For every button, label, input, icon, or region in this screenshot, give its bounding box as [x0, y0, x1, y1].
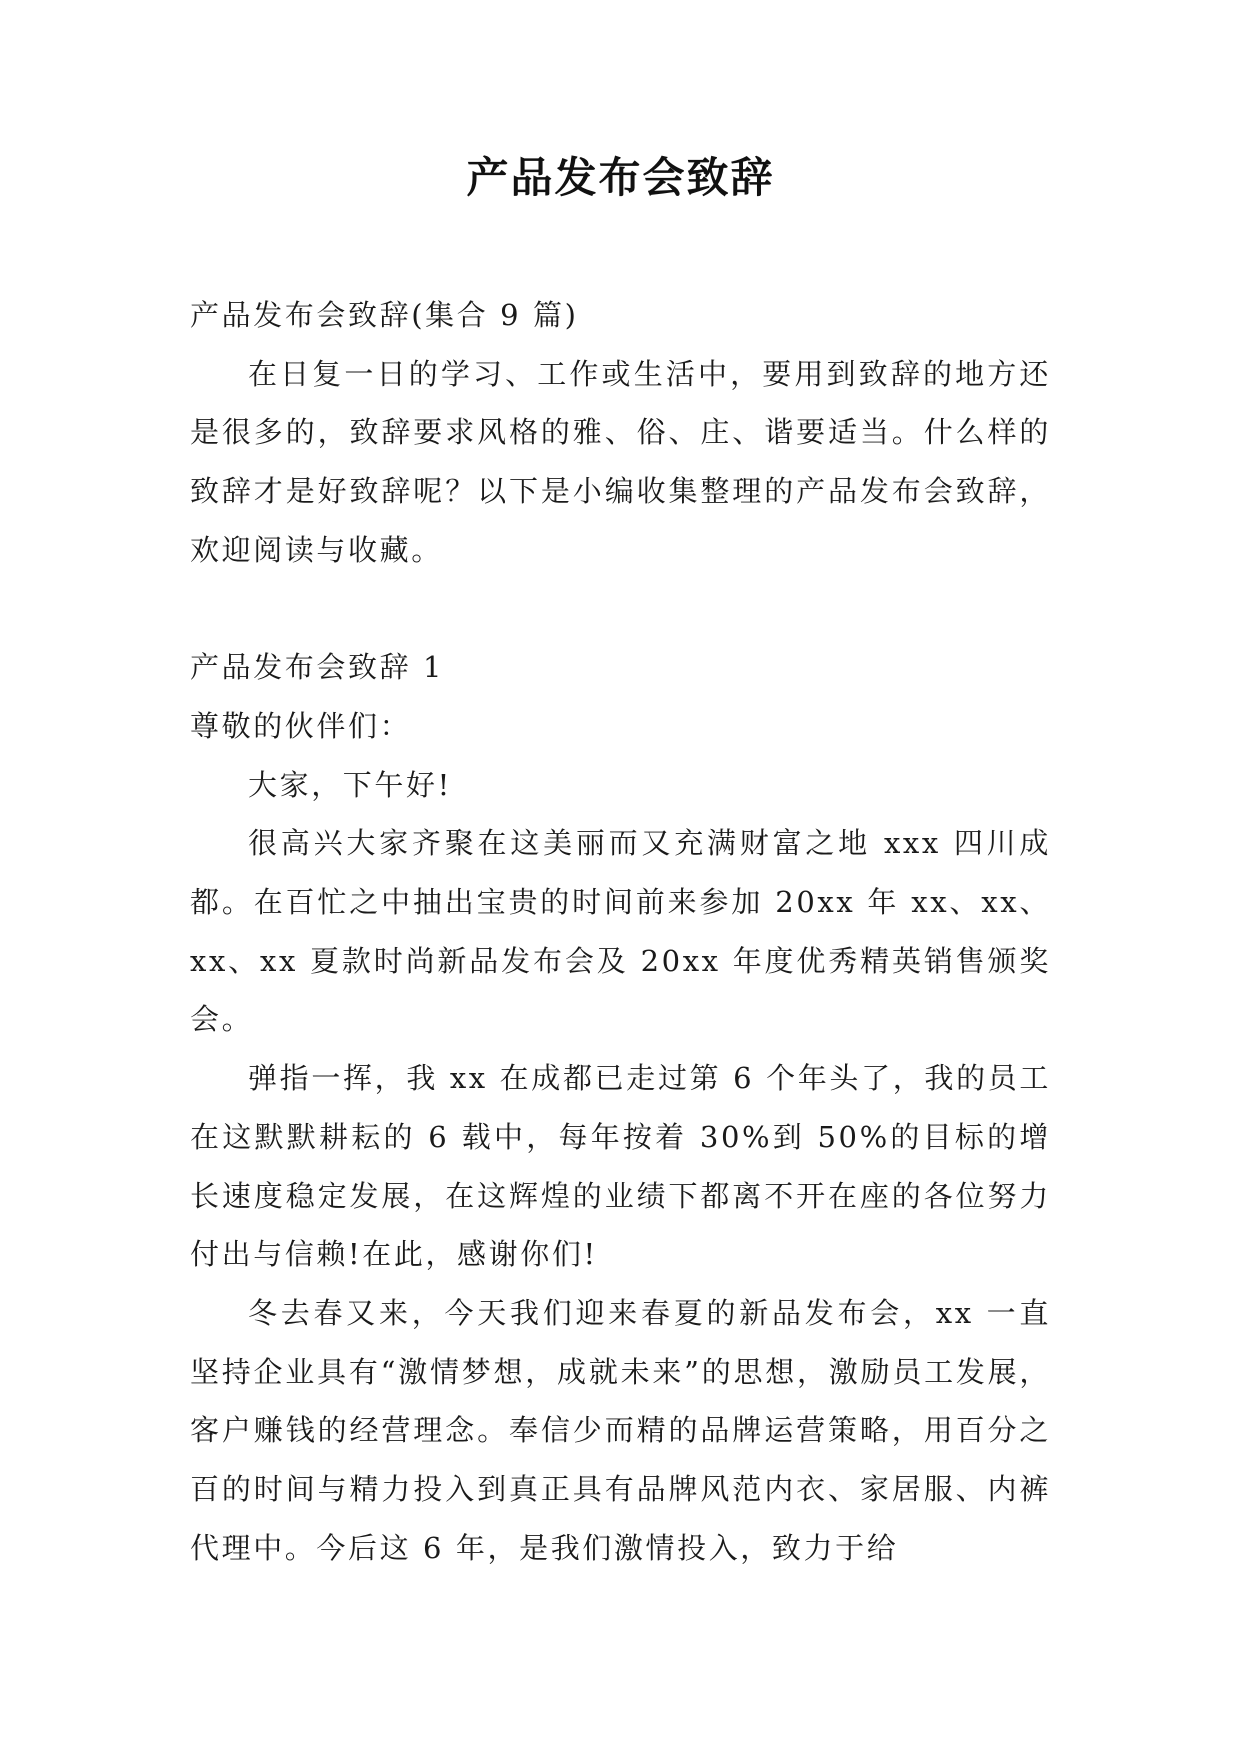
greeting: 大家，下午好!: [248, 767, 452, 802]
document-body: [190, 286, 1051, 1577]
paragraph-gap: [190, 580, 1051, 639]
salutation: 尊敬的伙伴们：: [190, 708, 412, 743]
body-paragraph: 弹指一挥，我 xx 在成都已走过第 6 个年头了，我的员工在这默默耕耘的 6 载中，每年按着 30%到 50%的目标的增长速度稳定发展，在这辉煌的业绩下都离不开在座的各位努力付出与信赖!在此，感谢你们!: [190, 1061, 1051, 1272]
document-title: 产品发布会致辞: [466, 153, 775, 202]
body-paragraph: 很高兴大家齐聚在这美丽而又充满财富之地 xxx 四川成都。在百忙之中抽出宝贵的时间前来参加 20xx 年 xx、xx、xx、xx 夏款时尚新品发布会及 20xx 年度优秀精英销售颁奖会。: [190, 826, 1051, 1037]
document-subtitle: 产品发布会致辞(集合 9 篇): [190, 298, 579, 332]
body-paragraph: 冬去春又来，今天我们迎来春夏的新品发布会，xx 一直坚持企业具有“激情梦想，成就未来”的思想，激励员工发展，客户赚钱的经营理念。奉信少而精的品牌运营策略，用百分之百的时间与精力投入到真正具有品牌风范内衣、家居服、内裤代理中。今后这 6 年，是我们激情投入，致力于给: [190, 1295, 1051, 1565]
intro-paragraph: 在日复一日的学习、工作或生活中，要用到致辞的地方还是很多的，致辞要求风格的雅、俗、庄、谐要适当。什么样的致辞才是好致辞呢？以下是小编收集整理的产品发布会致辞，欢迎阅读与收藏。: [190, 356, 1051, 567]
section-heading: 产品发布会致辞 1: [190, 650, 445, 685]
